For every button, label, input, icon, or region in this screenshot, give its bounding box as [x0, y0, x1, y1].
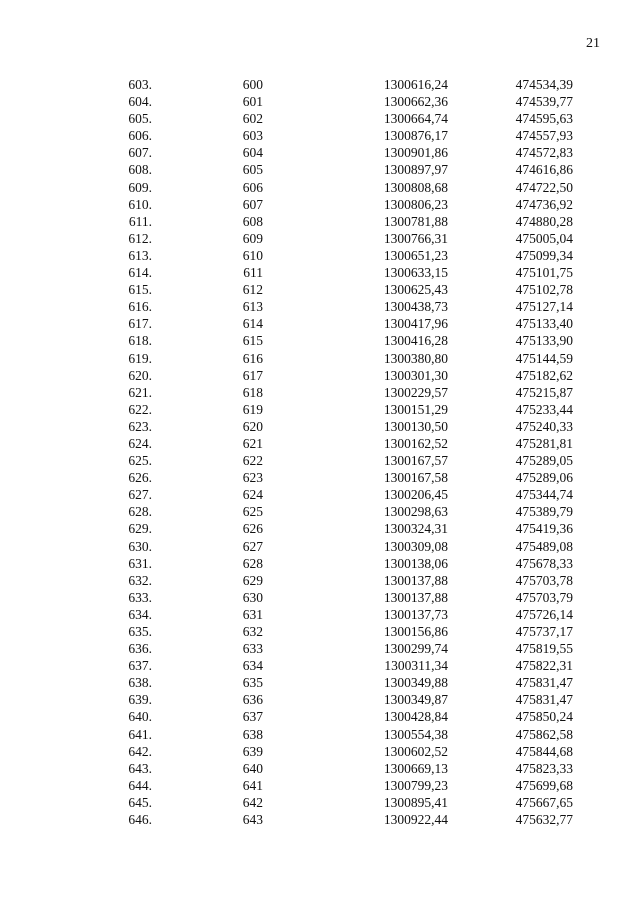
- point-number-cell: 621: [242, 435, 263, 451]
- point-number-cell: 625: [242, 504, 263, 520]
- row-number-cell: 605.: [128, 111, 152, 127]
- point-number-cell: 622: [242, 453, 263, 469]
- point-number-cell: 629: [242, 572, 263, 588]
- row-number-cell: 609.: [128, 179, 152, 195]
- row-number-cell: 622.: [128, 401, 152, 417]
- row-number-cell: 623.: [128, 418, 152, 434]
- point-number-cell: 643: [242, 812, 263, 828]
- table-row: [0, 623, 640, 640]
- y-coordinate-cell: 475703,78: [515, 572, 573, 588]
- y-coordinate-cell: 475419,36: [515, 521, 573, 537]
- x-coordinate-cell: 1300876,17: [383, 128, 448, 144]
- x-coordinate-cell: 1300616,24: [383, 77, 448, 92]
- coordinates-table: [0, 76, 640, 828]
- x-coordinate-cell: 1300428,84: [383, 709, 448, 725]
- point-number-cell: 615: [242, 333, 263, 349]
- row-spacer: [573, 674, 640, 691]
- y-coordinate-cell: 475389,79: [515, 504, 573, 520]
- y-coordinate-cell: 474557,93: [515, 128, 573, 144]
- point-number-cell: 608: [242, 213, 263, 229]
- coordinates-table-body: [0, 76, 640, 828]
- table-row: [0, 76, 640, 93]
- table-row: [0, 606, 640, 623]
- point-number-cell: 628: [242, 555, 263, 571]
- table-row: [0, 418, 640, 435]
- x-coordinate-cell: 1300167,57: [383, 453, 448, 469]
- x-coordinate-cell: 1300301,30: [383, 367, 448, 383]
- row-number-cell: 631.: [128, 555, 152, 571]
- y-coordinate-cell: 475489,08: [515, 538, 573, 554]
- row-number-cell: 643.: [128, 760, 152, 776]
- point-number-cell: 642: [242, 794, 263, 810]
- row-spacer: [573, 435, 640, 452]
- point-number-cell: 604: [242, 145, 263, 161]
- page-number: 21: [586, 36, 600, 51]
- y-coordinate-cell: 475667,65: [515, 794, 573, 810]
- x-coordinate-cell: 1300799,23: [383, 777, 448, 793]
- point-number-cell: 636: [242, 692, 263, 708]
- row-number-cell: 620.: [128, 367, 152, 383]
- table-row: [0, 144, 640, 161]
- x-coordinate-cell: 1300137,73: [383, 606, 448, 622]
- y-coordinate-cell: 475182,62: [515, 367, 573, 383]
- table-row: [0, 315, 640, 332]
- row-spacer: [573, 179, 640, 196]
- x-coordinate-cell: 1300298,63: [383, 504, 448, 520]
- table-row: [0, 777, 640, 794]
- point-number-cell: 641: [242, 777, 263, 793]
- x-coordinate-cell: 1300206,45: [383, 487, 448, 503]
- row-spacer: [573, 110, 640, 127]
- point-number-cell: 617: [242, 367, 263, 383]
- point-number-cell: 602: [242, 111, 263, 127]
- y-coordinate-cell: 475102,78: [515, 282, 573, 298]
- table-row: [0, 572, 640, 589]
- y-coordinate-cell: 475850,24: [515, 709, 573, 725]
- row-number-cell: 624.: [128, 435, 152, 451]
- row-spacer: [573, 538, 640, 555]
- y-coordinate-cell: 475289,06: [515, 470, 573, 486]
- point-number-cell: 635: [242, 675, 263, 691]
- y-coordinate-cell: 474722,50: [515, 179, 573, 195]
- y-coordinate-cell: 475215,87: [515, 384, 573, 400]
- row-number-cell: 630.: [128, 538, 152, 554]
- point-number-cell: 612: [242, 282, 263, 298]
- row-spacer: [573, 708, 640, 725]
- x-coordinate-cell: 1300130,50: [383, 418, 448, 434]
- point-number-cell: 639: [242, 743, 263, 759]
- y-coordinate-cell: 475233,44: [515, 401, 573, 417]
- y-coordinate-cell: 474534,39: [515, 77, 573, 92]
- x-coordinate-cell: 1300901,86: [383, 145, 448, 161]
- point-number-cell: 624: [242, 487, 263, 503]
- row-number-cell: 628.: [128, 504, 152, 520]
- y-coordinate-cell: 475737,17: [515, 624, 573, 639]
- x-coordinate-cell: 1300781,88: [383, 213, 448, 229]
- table-row: [0, 708, 640, 725]
- row-number-cell: 606.: [128, 128, 152, 144]
- table-row: [0, 486, 640, 503]
- table-row: [0, 469, 640, 486]
- x-coordinate-cell: 1300324,31: [383, 521, 448, 537]
- table-row: [0, 538, 640, 555]
- row-spacer: [573, 401, 640, 418]
- row-spacer: [573, 161, 640, 178]
- row-spacer: [573, 452, 640, 469]
- x-coordinate-cell: 1300311,34: [384, 658, 448, 674]
- row-spacer: [573, 760, 640, 777]
- row-number-cell: 639.: [128, 692, 152, 708]
- row-spacer: [573, 623, 640, 640]
- y-coordinate-cell: 475127,14: [515, 299, 573, 315]
- y-coordinate-cell: 475862,58: [515, 726, 573, 742]
- table-row: [0, 281, 640, 298]
- point-number-cell: 633: [242, 641, 263, 657]
- row-spacer: [573, 777, 640, 794]
- row-number-cell: 635.: [128, 624, 152, 639]
- row-spacer: [573, 298, 640, 315]
- x-coordinate-cell: 1300167,58: [383, 470, 448, 486]
- point-number-cell: 638: [242, 726, 263, 742]
- row-number-cell: 625.: [128, 453, 152, 469]
- row-spacer: [573, 127, 640, 144]
- x-coordinate-cell: 1300416,28: [383, 333, 448, 349]
- x-coordinate-cell: 1300349,88: [383, 675, 448, 691]
- x-coordinate-cell: 1300349,87: [383, 692, 448, 708]
- row-number-cell: 638.: [128, 675, 152, 691]
- table-row: [0, 110, 640, 127]
- row-spacer: [573, 93, 640, 110]
- y-coordinate-cell: 474880,28: [515, 213, 573, 229]
- table-row: [0, 247, 640, 264]
- row-spacer: [573, 726, 640, 743]
- row-number-cell: 604.: [128, 94, 152, 110]
- y-coordinate-cell: 475344,74: [515, 487, 573, 503]
- y-coordinate-cell: 475823,33: [515, 760, 573, 776]
- row-number-cell: 612.: [128, 230, 152, 246]
- x-coordinate-cell: 1300137,88: [383, 572, 448, 588]
- point-number-cell: 626: [242, 521, 263, 537]
- row-spacer: [573, 486, 640, 503]
- row-spacer: [573, 367, 640, 384]
- point-number-cell: 607: [242, 196, 263, 212]
- table-row: [0, 794, 640, 811]
- row-spacer: [573, 332, 640, 349]
- y-coordinate-cell: 474616,86: [515, 162, 573, 178]
- point-number-cell: 634: [242, 658, 263, 674]
- x-coordinate-cell: 1300299,74: [383, 641, 448, 657]
- point-number-cell: 605: [242, 162, 263, 178]
- x-coordinate-cell: 1300380,80: [383, 350, 448, 366]
- row-number-cell: 610.: [128, 196, 152, 212]
- row-number-cell: 613.: [128, 247, 152, 263]
- x-coordinate-cell: 1300138,06: [383, 555, 448, 571]
- row-number-cell: 615.: [128, 282, 152, 298]
- row-number-cell: 645.: [128, 794, 152, 810]
- y-coordinate-cell: 475005,04: [515, 230, 573, 246]
- row-spacer: [573, 572, 640, 589]
- point-number-cell: 631: [242, 606, 263, 622]
- x-coordinate-cell: 1300137,88: [383, 589, 448, 605]
- table-row: [0, 674, 640, 691]
- x-coordinate-cell: 1300554,38: [383, 726, 448, 742]
- table-row: [0, 264, 640, 281]
- point-number-cell: 614: [242, 316, 263, 332]
- point-number-cell: 609: [242, 230, 263, 246]
- row-spacer: [573, 196, 640, 213]
- row-spacer: [573, 315, 640, 332]
- row-number-cell: 616.: [128, 299, 152, 315]
- row-number-cell: 642.: [128, 743, 152, 759]
- table-row: [0, 93, 640, 110]
- y-coordinate-cell: 475099,34: [515, 247, 573, 263]
- row-spacer: [573, 606, 640, 623]
- point-number-cell: 619: [242, 401, 263, 417]
- x-coordinate-cell: 1300806,23: [383, 196, 448, 212]
- x-coordinate-cell: 1300438,73: [383, 299, 448, 315]
- x-coordinate-cell: 1300808,68: [383, 179, 448, 195]
- point-number-cell: 623: [242, 470, 263, 486]
- y-coordinate-cell: 475133,90: [515, 333, 573, 349]
- x-coordinate-cell: 1300897,97: [383, 162, 448, 178]
- x-coordinate-cell: 1300417,96: [383, 316, 448, 332]
- row-number-cell: 640.: [128, 709, 152, 725]
- row-number-cell: 603.: [128, 77, 152, 92]
- y-coordinate-cell: 475819,55: [515, 641, 573, 657]
- point-number-cell: 627: [242, 538, 263, 554]
- y-coordinate-cell: 475822,31: [515, 658, 573, 674]
- y-coordinate-cell: 474736,92: [515, 196, 573, 212]
- row-spacer: [573, 418, 640, 435]
- row-number-cell: 637.: [128, 658, 152, 674]
- row-spacer: [573, 743, 640, 760]
- y-coordinate-cell: 475101,75: [515, 265, 573, 281]
- table-row: [0, 196, 640, 213]
- y-coordinate-cell: 475831,47: [515, 675, 573, 691]
- row-spacer: [573, 469, 640, 486]
- row-spacer: [573, 589, 640, 606]
- table-row: [0, 520, 640, 537]
- x-coordinate-cell: 1300602,52: [383, 743, 448, 759]
- y-coordinate-cell: 475281,81: [515, 435, 573, 451]
- point-number-cell: 630: [242, 589, 263, 605]
- point-number-cell: 640: [242, 760, 263, 776]
- row-spacer: [573, 350, 640, 367]
- y-coordinate-cell: 475703,79: [515, 589, 573, 605]
- row-number-cell: 636.: [128, 641, 152, 657]
- row-number-cell: 608.: [128, 162, 152, 178]
- y-coordinate-cell: 475831,47: [515, 692, 573, 708]
- row-spacer: [573, 281, 640, 298]
- table-row: [0, 452, 640, 469]
- row-number-cell: 626.: [128, 470, 152, 486]
- row-number-cell: 644.: [128, 777, 152, 793]
- table-row: [0, 589, 640, 606]
- table-row: [0, 230, 640, 247]
- row-number-cell: 619.: [128, 350, 152, 366]
- table-row: [0, 332, 640, 349]
- table-row: [0, 811, 640, 828]
- table-row: [0, 691, 640, 708]
- table-row: [0, 760, 640, 777]
- table-row: [0, 161, 640, 178]
- x-coordinate-cell: 1300664,74: [383, 111, 448, 127]
- table-row: [0, 726, 640, 743]
- y-coordinate-cell: 475632,77: [515, 812, 573, 828]
- x-coordinate-cell: 1300633,15: [383, 265, 448, 281]
- y-coordinate-cell: 475144,59: [515, 350, 573, 366]
- x-coordinate-cell: 1300309,08: [383, 538, 448, 554]
- table-row: [0, 213, 640, 230]
- point-number-cell: 601: [242, 94, 263, 110]
- row-spacer: [573, 264, 640, 281]
- point-number-cell: 637: [242, 709, 263, 725]
- y-coordinate-cell: 474572,83: [515, 145, 573, 161]
- point-number-cell: 616: [242, 350, 263, 366]
- table-row: [0, 350, 640, 367]
- row-spacer: [573, 230, 640, 247]
- table-row: [0, 367, 640, 384]
- row-number-cell: 627.: [128, 487, 152, 503]
- row-number-cell: 646.: [128, 812, 152, 828]
- row-spacer: [573, 144, 640, 161]
- row-spacer: [573, 555, 640, 572]
- y-coordinate-cell: 474595,63: [515, 111, 573, 127]
- point-number-cell: 606: [242, 179, 263, 195]
- table-row: [0, 127, 640, 144]
- x-coordinate-cell: 1300669,13: [383, 760, 448, 776]
- y-coordinate-cell: 475240,33: [515, 418, 573, 434]
- x-coordinate-cell: 1300766,31: [383, 230, 448, 246]
- point-number-cell: 613: [242, 299, 263, 315]
- table-row: [0, 384, 640, 401]
- row-spacer: [573, 520, 640, 537]
- point-number-cell: 603: [242, 128, 263, 144]
- row-number-cell: 634.: [128, 606, 152, 622]
- table-row: [0, 657, 640, 674]
- y-coordinate-cell: 474539,77: [515, 94, 573, 110]
- row-number-cell: 641.: [128, 726, 152, 742]
- x-coordinate-cell: 1300151,29: [383, 401, 448, 417]
- row-spacer: [573, 384, 640, 401]
- table-row: [0, 640, 640, 657]
- point-number-cell: 618: [242, 384, 263, 400]
- x-coordinate-cell: 1300895,41: [383, 794, 448, 810]
- table-row: [0, 503, 640, 520]
- x-coordinate-cell: 1300625,43: [383, 282, 448, 298]
- x-coordinate-cell: 1300162,52: [383, 435, 448, 451]
- x-coordinate-cell: 1300156,86: [383, 624, 448, 639]
- y-coordinate-cell: 475678,33: [515, 555, 573, 571]
- row-number-cell: 629.: [128, 521, 152, 537]
- table-row: [0, 401, 640, 418]
- row-spacer: [573, 503, 640, 520]
- row-number-cell: 617.: [128, 316, 152, 332]
- row-number-cell: 621.: [128, 384, 152, 400]
- x-coordinate-cell: 1300922,44: [383, 812, 448, 828]
- row-number-cell: 633.: [128, 589, 152, 605]
- row-spacer: [573, 76, 640, 93]
- x-coordinate-cell: 1300229,57: [383, 384, 448, 400]
- row-spacer: [573, 794, 640, 811]
- x-coordinate-cell: 1300662,36: [383, 94, 448, 110]
- y-coordinate-cell: 475726,14: [515, 606, 573, 622]
- y-coordinate-cell: 475289,05: [515, 453, 573, 469]
- point-number-cell: 600: [242, 77, 263, 92]
- row-number-cell: 607.: [128, 145, 152, 161]
- x-coordinate-cell: 1300651,23: [383, 247, 448, 263]
- row-number-cell: 614.: [128, 265, 152, 281]
- y-coordinate-cell: 475699,68: [515, 777, 573, 793]
- point-number-cell: 611: [243, 265, 263, 281]
- table-row: [0, 743, 640, 760]
- row-number-cell: 618.: [128, 333, 152, 349]
- table-row: [0, 435, 640, 452]
- row-spacer: [573, 657, 640, 674]
- row-spacer: [573, 811, 640, 828]
- table-row: [0, 179, 640, 196]
- point-number-cell: 632: [242, 624, 263, 639]
- row-spacer: [573, 691, 640, 708]
- row-spacer: [573, 213, 640, 230]
- table-row: [0, 298, 640, 315]
- point-number-cell: 610: [242, 247, 263, 263]
- row-spacer: [573, 640, 640, 657]
- table-row: [0, 555, 640, 572]
- y-coordinate-cell: 475844,68: [515, 743, 573, 759]
- y-coordinate-cell: 475133,40: [515, 316, 573, 332]
- point-number-cell: 620: [242, 418, 263, 434]
- row-number-cell: 632.: [128, 572, 152, 588]
- row-spacer: [573, 247, 640, 264]
- row-number-cell: 611.: [128, 213, 152, 229]
